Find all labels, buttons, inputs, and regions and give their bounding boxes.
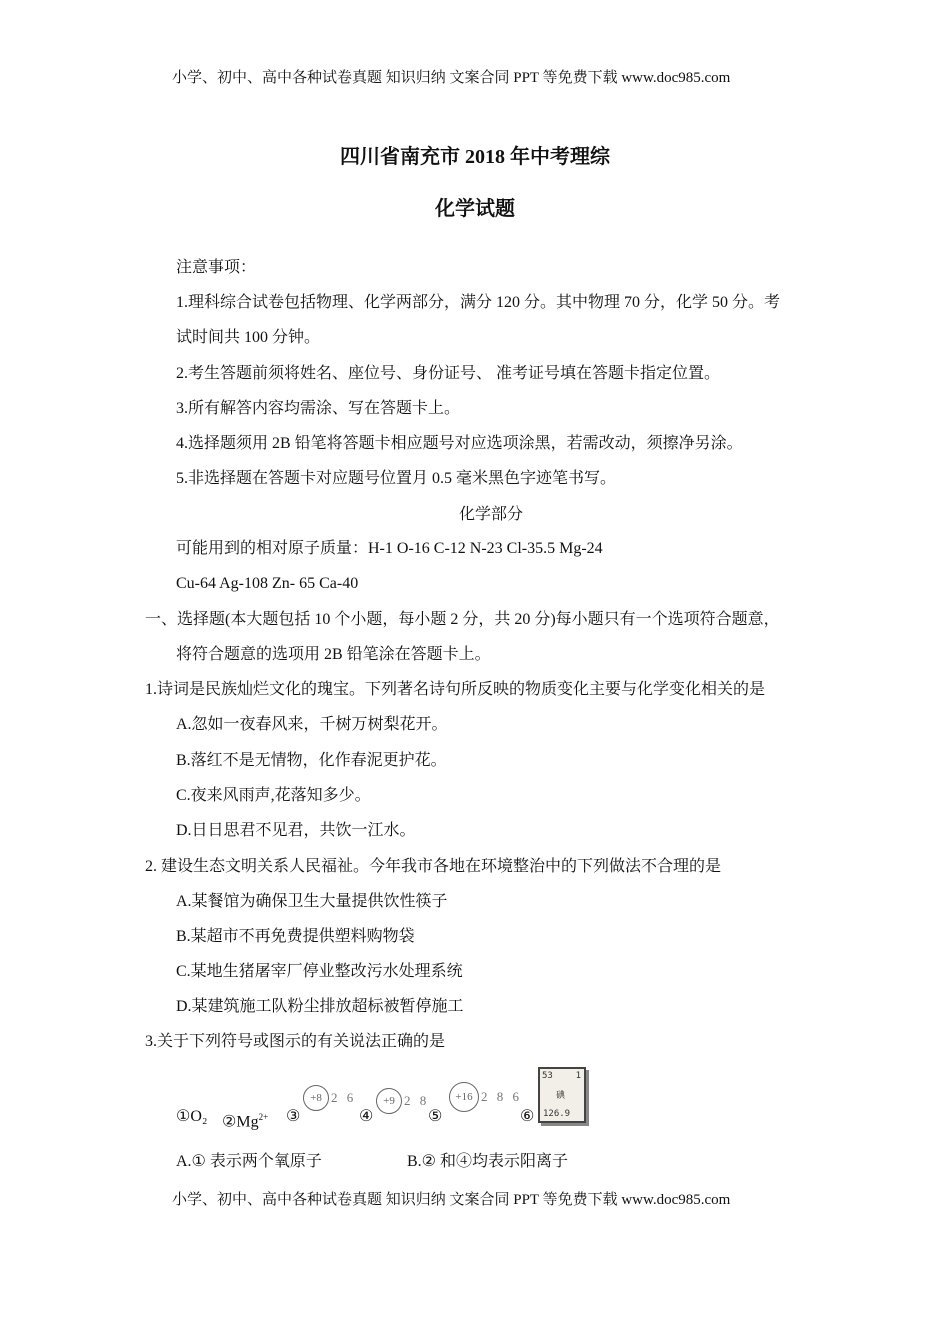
page-header: 小学、初中、高中各种试卷真题 知识归纳 文案合同 PPT 等免费下载 www.doc985.com [172, 70, 731, 86]
note-line: 1.理科综合试卷包括物理、化学两部分，满分 120 分。其中物理 70 分，化学 50 分。考 [176, 294, 781, 311]
note-line: 3.所有解答内容均需涂、写在答题卡上。 [176, 400, 461, 417]
notes-heading: 注意事项： [176, 259, 257, 276]
note-line: 4.选择题须用 2B 铅笔将答题卡相应题号对应选项涂黑，若需改动，须擦净另涂。 [176, 435, 743, 452]
question-1-stem: 1.诗词是民族灿烂文化的瑰宝。下列著名诗句所反映的物质变化主要与化学变化相关的是 [145, 681, 766, 698]
question-2-stem: 2. 建设生态文明关系人民福祉。今年我市各地在环境整治中的下列做法不合理的是 [145, 858, 722, 875]
q2-option-c: C.某地生猪屠宰厂停业整改污水处理系统 [176, 963, 463, 980]
item-6-label: ⑥ [520, 1108, 535, 1125]
q2-option-b: B.某超市不再免费提供塑料购物袋 [176, 928, 415, 945]
item-3-label: ③ [286, 1108, 301, 1125]
part-heading: 将符合题意的选项用 2B 铅笔涂在答题卡上。 [176, 646, 491, 663]
question-3-stem: 3.关于下列符号或图示的有关说法正确的是 [145, 1033, 446, 1050]
q1-option-b: B.落红不是无情物，化作春泥更护花。 [176, 752, 447, 769]
q3-option-b: B.② 和④均表示阳离子 [407, 1153, 569, 1170]
page-footer: 小学、初中、高中各种试卷真题 知识归纳 文案合同 PPT 等免费下载 www.doc985.com [172, 1192, 731, 1208]
note-line: 试时间共 100 分钟。 [176, 329, 321, 346]
atom-diagram: +16 2 8 6 [449, 1082, 522, 1112]
exam-title: 四川省南充市 2018 年中考理综 [340, 146, 610, 168]
q1-option-a: A.忽如一夜春风来，千树万树梨花开。 [176, 716, 448, 733]
symbol-o2: ①O₂ [176, 1108, 208, 1125]
q3-option-a: A.① 表示两个氧原子 [176, 1153, 322, 1170]
atom-diagram: +9 2 8 [376, 1088, 429, 1114]
note-line: 2.考生答题前须将姓名、座位号、身份证号、 准考证号填在答题卡指定位置。 [176, 365, 721, 382]
q1-option-d: D.日日思君不见君，共饮一江水。 [176, 822, 416, 839]
periodic-table-cell: 53 1 碘 126.9 [538, 1067, 586, 1123]
note-line: 5.非选择题在答题卡对应题号位置月 0.5 毫米黑色字迹笔书写。 [176, 470, 617, 487]
atom-diagram: +8 2 6 [303, 1085, 356, 1111]
atomic-masses: 可能用到的相对原子质量：H-1 O-16 C-12 N-23 Cl-35.5 Mg-24 [176, 540, 603, 557]
q2-option-d: D.某建筑施工队粉尘排放超标被暂停施工 [176, 998, 464, 1015]
q1-option-c: C.夜来风雨声,花落知多少。 [176, 787, 371, 804]
part-heading: 一、选择题(本大题包括 10 个小题，每小题 2 分，共 20 分)每小题只有一个选项符合题意， [145, 611, 780, 628]
exam-subtitle: 化学试题 [435, 198, 515, 220]
symbol-mg: $②Mg^{2+}$ [222, 1112, 269, 1131]
section-heading: 化学部分 [459, 506, 524, 523]
q2-option-a: A.某餐馆为确保卫生大量提供饮性筷子 [176, 893, 448, 910]
item-5-label: ⑤ [428, 1108, 443, 1125]
atomic-masses: Cu-64 Ag-108 Zn- 65 Ca-40 [176, 575, 359, 592]
item-4-label: ④ [359, 1108, 374, 1125]
